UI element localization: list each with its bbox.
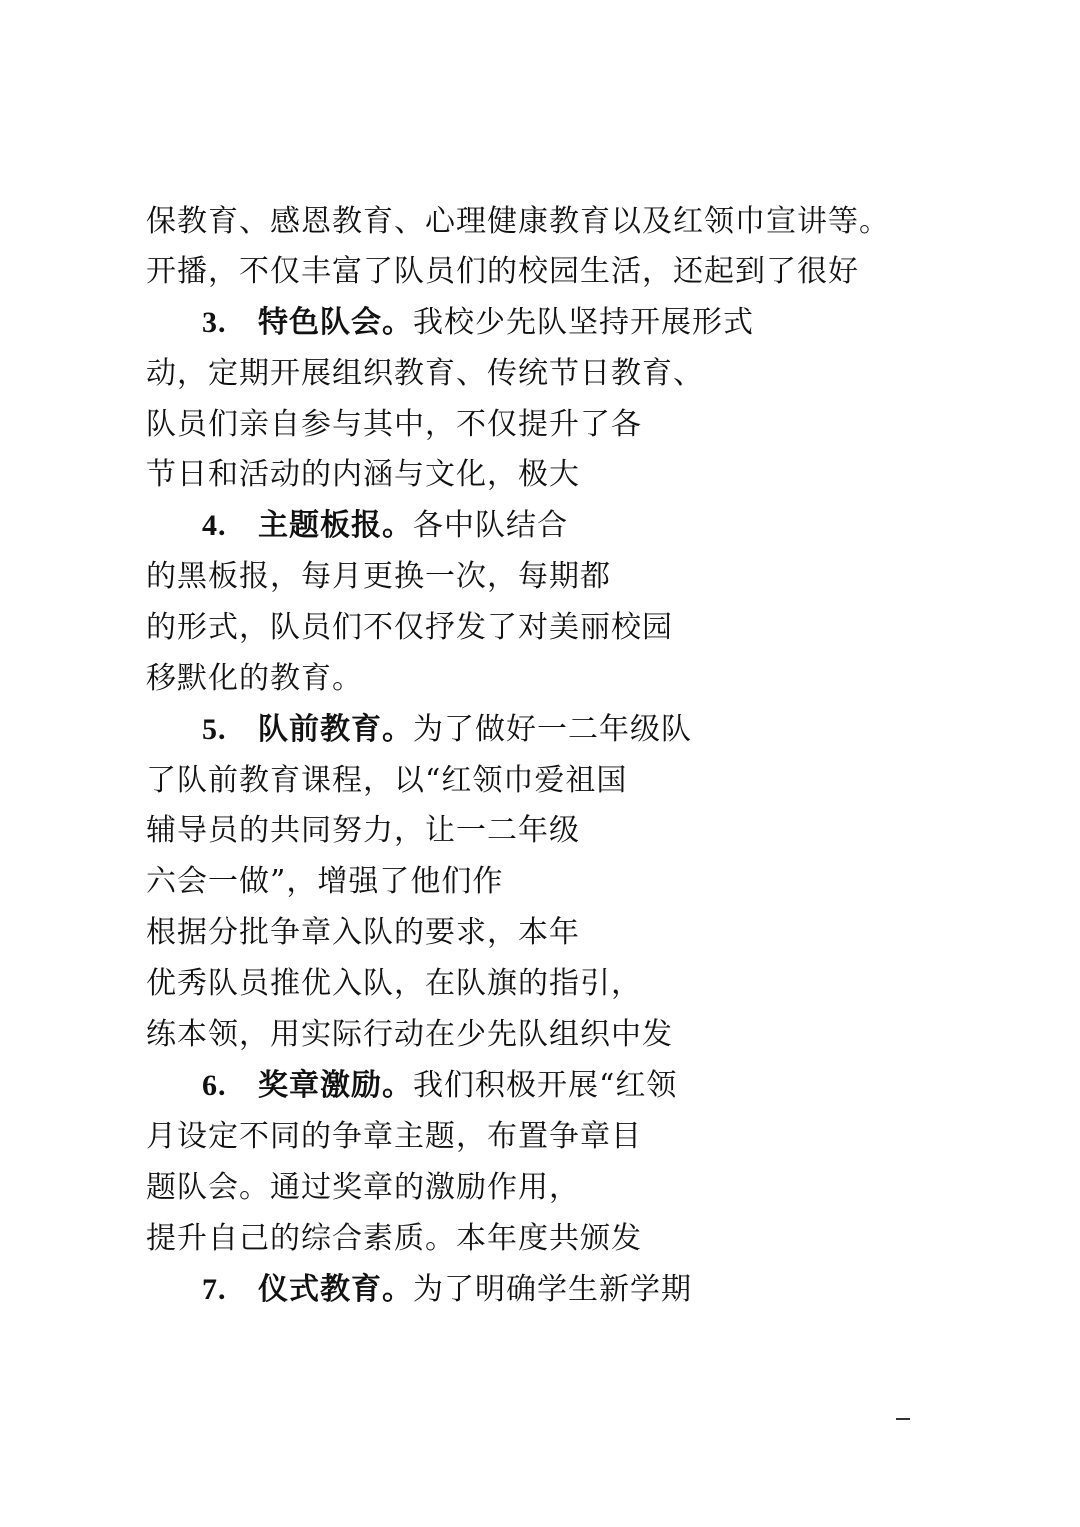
line-text: 我们积极开展“红领 [413, 1068, 678, 1103]
numbered-item-heading [202, 305, 754, 341]
text-line [146, 763, 627, 799]
line-text: 为了明确学生新学期 [413, 1272, 692, 1307]
item-title: 奖章激励。 [258, 1068, 413, 1103]
line-text: 的黑板报，每月更换一次，每期都 [146, 559, 611, 594]
line-text: 提升自己的综合素质。本年度共颁发 [146, 1221, 642, 1256]
item-number: 6. [202, 1069, 227, 1102]
text-line [146, 407, 642, 443]
text-line [146, 813, 580, 849]
item-title: 队前教育。 [258, 712, 413, 747]
item-number: 5. [202, 713, 227, 746]
line-text: 练本领，用实际行动在少先队组织中发 [146, 1017, 673, 1052]
item-title: 特色队会。 [258, 305, 413, 340]
item-number: 4. [202, 509, 227, 542]
text-line [146, 356, 704, 392]
item-number: 7. [202, 1273, 227, 1306]
numbered-item-heading [202, 1068, 677, 1104]
item-title: 仪式教育。 [258, 1272, 413, 1307]
numbered-item-heading [202, 712, 692, 748]
line-text: 队员们亲自参与其中，不仅提升了各 [146, 407, 642, 442]
line-text: 辅导员的共同努力，让一二年级 [146, 813, 580, 848]
text-line [146, 204, 890, 240]
line-text: 移默化的教育。 [146, 661, 363, 696]
text-line [146, 915, 580, 951]
text-line [146, 661, 363, 697]
line-text: 我校少先队坚持开展形式 [413, 305, 754, 340]
line-text: 各中队结合 [413, 508, 568, 543]
text-line [146, 1221, 642, 1257]
text-line [146, 1017, 673, 1053]
text-line [146, 254, 859, 290]
numbered-item-heading [202, 508, 568, 544]
line-text: 了队前教育课程，以“红领巾爱祖国 [146, 763, 628, 798]
line-text: 月设定不同的争章主题，布置争章目 [146, 1119, 642, 1154]
item-number: 3. [202, 306, 227, 339]
line-text: 题队会。通过奖章的激励作用， [146, 1170, 580, 1205]
line-text: 的形式，队员们不仅抒发了对美丽校园 [146, 610, 673, 645]
text-line [146, 1119, 642, 1155]
text-line [146, 610, 673, 646]
line-text: 为了做好一二年级队 [413, 712, 692, 747]
line-text: 六会一做”，增强了他们作 [146, 864, 504, 899]
numbered-item-heading [202, 1272, 692, 1308]
line-text: 节日和活动的内涵与文化，极大 [146, 457, 580, 492]
line-text: 动，定期开展组织教育、传统节日教育、 [146, 356, 704, 391]
item-title: 主题板报。 [258, 508, 413, 543]
text-line [146, 966, 642, 1002]
text-line [146, 559, 611, 595]
line-text: 开播，不仅丰富了队员们的校园生活，还起到了很好 [146, 254, 859, 289]
line-text: 优秀队员推优入队，在队旗的指引， [146, 966, 642, 1001]
text-line [146, 1170, 580, 1206]
page-number-mark [896, 1418, 910, 1420]
line-text: 保教育、感恩教育、心理健康教育以及红领巾宣讲等。 [146, 204, 890, 239]
text-line [146, 457, 580, 493]
text-line [146, 864, 503, 900]
line-text: 根据分批争章入队的要求，本年 [146, 915, 580, 950]
